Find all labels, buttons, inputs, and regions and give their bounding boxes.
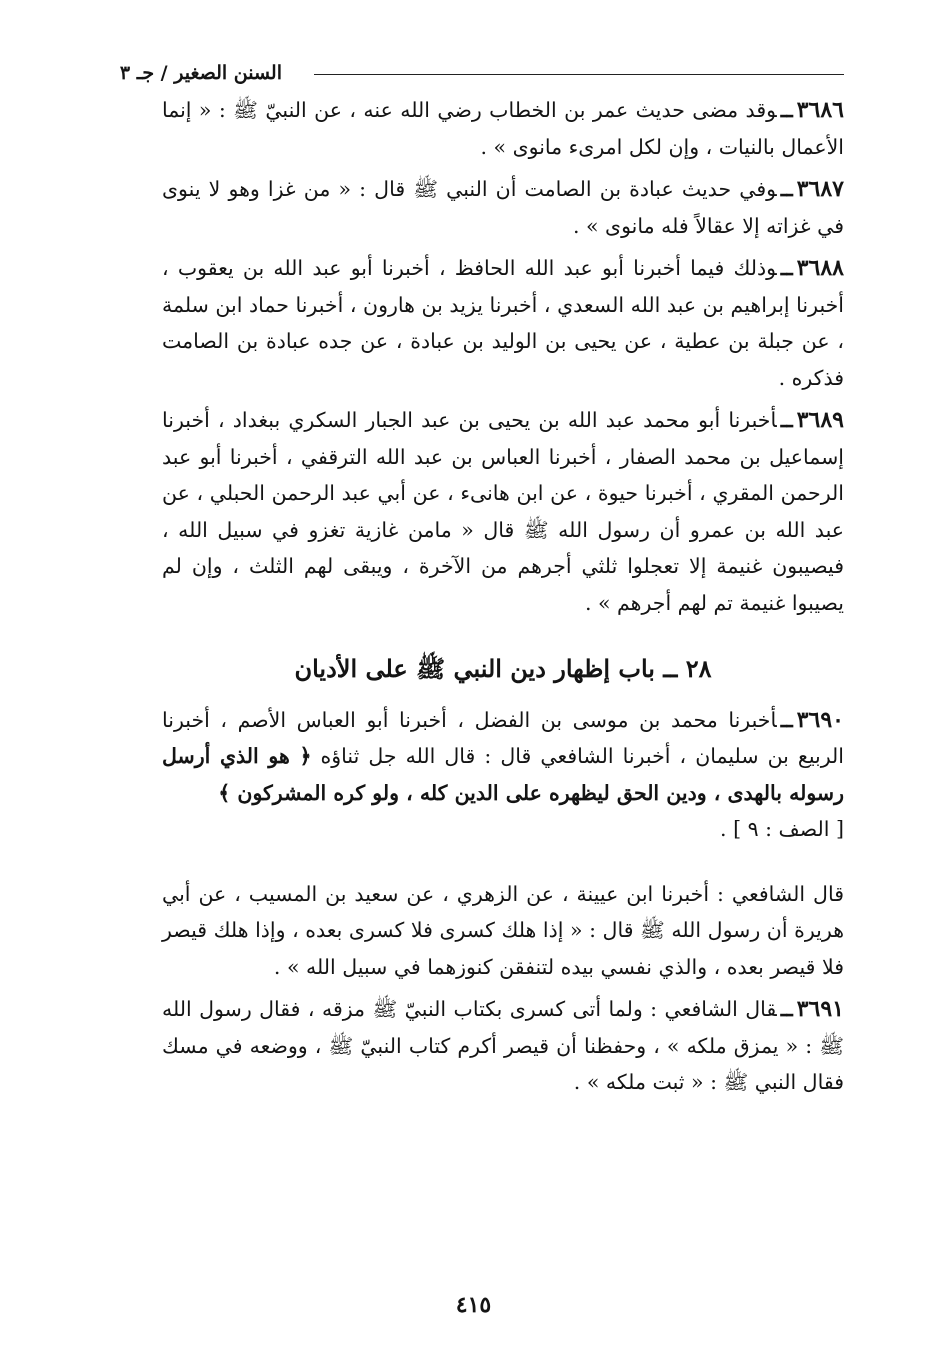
quran-verse: ﴿ هو الذي أرسل رسوله بالهدى ، ودين الحق ليظهره على الدين كله ، ولو كره المشركون ﴾ [162, 744, 844, 805]
body-text [162, 92, 844, 1107]
hadith-entry-3686 [162, 92, 844, 165]
hadith-number: ٣٦٨٧ [796, 176, 844, 202]
hadith-text: وذلك فيما أخبرنا أبو عبد الله الحافظ ، أخبرنا أبو عبد الله بن يعقوب ، أخبرنا إبراهيم بن عبد الله السعدي ، أخبرنا يزيد بن هارون ، أخبرنا حماد ابن سلمة ، عن جبلة بن عطية ، عن يحيى بن الوليد بن عبادة ، عن جده عبادة بن الصامت فذكره . [162, 256, 844, 390]
hadith-entry-3691 [162, 991, 844, 1101]
shafii-paragraph: قال الشافعي : أخبرنا ابن عيينة ، عن الزهري ، عن سعيد بن المسيب ، عن أبي هريرة أن رسول الله ﷺ قال : « إذا هلك كسرى فلا كسرى بعده ، وإذا هلك قيصر فلا قيصر بعده ، والذي نفسي بيده لتنفقن كنوزهما في سبيل الله » . [162, 881, 844, 979]
hadith-entry-3690 [162, 702, 844, 848]
running-header-title: السنن الصغير / جـ ٣ [119, 62, 282, 84]
verse-reference: [ الصف : ٩ ] . [720, 817, 844, 841]
chapter-heading: ٢٨ ــ باب إظهار دين النبي ﷺ على الأديان [294, 654, 712, 683]
hadith-entry-3688 [162, 250, 844, 396]
hadith-entry-3689 [162, 402, 844, 621]
hadith-text: وقد مضى حديث عمر بن الخطاب رضي الله عنه ، عن النبيّ ﷺ : « إنما الأعمال بالنيات ، وإن لكل امرىء مانوى » . [162, 98, 844, 159]
header-rule [314, 74, 844, 75]
hadith-entry-3687 [162, 171, 844, 244]
paragraph-gap [162, 854, 844, 876]
hadith-number: ٣٦٨٨ [796, 255, 844, 281]
hadith-text: قال الشافعي : ولما أتى كسرى بكتاب النبيّ ﷺ مزقه ، فقال رسول الله ﷺ : « يمزق ملكه » ، وحفظنا أن قيصر أكرم كتاب النبيّ ﷺ ، ووضعه في مسك فقال النبي ﷺ : « ثبت ملكه » . [162, 997, 844, 1094]
page-number: ٤١٥ [455, 1292, 492, 1318]
dash: ــ [780, 707, 793, 732]
dash: ــ [780, 98, 793, 122]
hadith-number: ٣٦٩٠ [796, 706, 844, 733]
dash: ــ [780, 997, 793, 1021]
running-header [119, 62, 844, 90]
hadith-text: أخبرنا أبو محمد عبد الله بن يحيى بن عبد الجبار السكري ببغداد ، أخبرنا إسماعيل بن محمد الصفار ، أخبرنا العباس بن عبد الله الترقفي ، أخبرنا أبو عبد الرحمن المقري ، أخبرنا حيوة ، عن ابن هانىء ، عن أبي عبد الرحمن الحبلي ، عن عبد الله بن عمرو أن رسول الله ﷺ قال « مامن غازية تغزو في سبيل الله ، فيصيبون غنيمة إلا تعجلوا ثلثي أجرهم من الآخرة ، ويبقى لهم الثلث ، وإن لم يصيبوا غنيمة تم لهم أجرهم » . [162, 408, 844, 615]
dash: ــ [780, 408, 793, 432]
hadith-text: وفي حديث عبادة بن الصامت أن النبي ﷺ قال : « من غزا وهو لا ينوى في غزاته إلا عقالاً فله مانوى » . [162, 177, 844, 238]
hadith-text: أخبرنا محمد بن موسى بن الفضل ، أخبرنا أبو العباس الأصم ، أخبرنا الربيع بن سليمان ، أخبرنا الشافعي قال : قال الله جل ثناؤه [162, 707, 844, 768]
hadith-number: ٣٦٩١ [796, 996, 844, 1022]
dash: ــ [780, 256, 793, 280]
dash: ــ [780, 177, 793, 201]
hadith-number: ٣٦٨٦ [796, 97, 844, 123]
hadith-number: ٣٦٨٩ [796, 407, 844, 433]
